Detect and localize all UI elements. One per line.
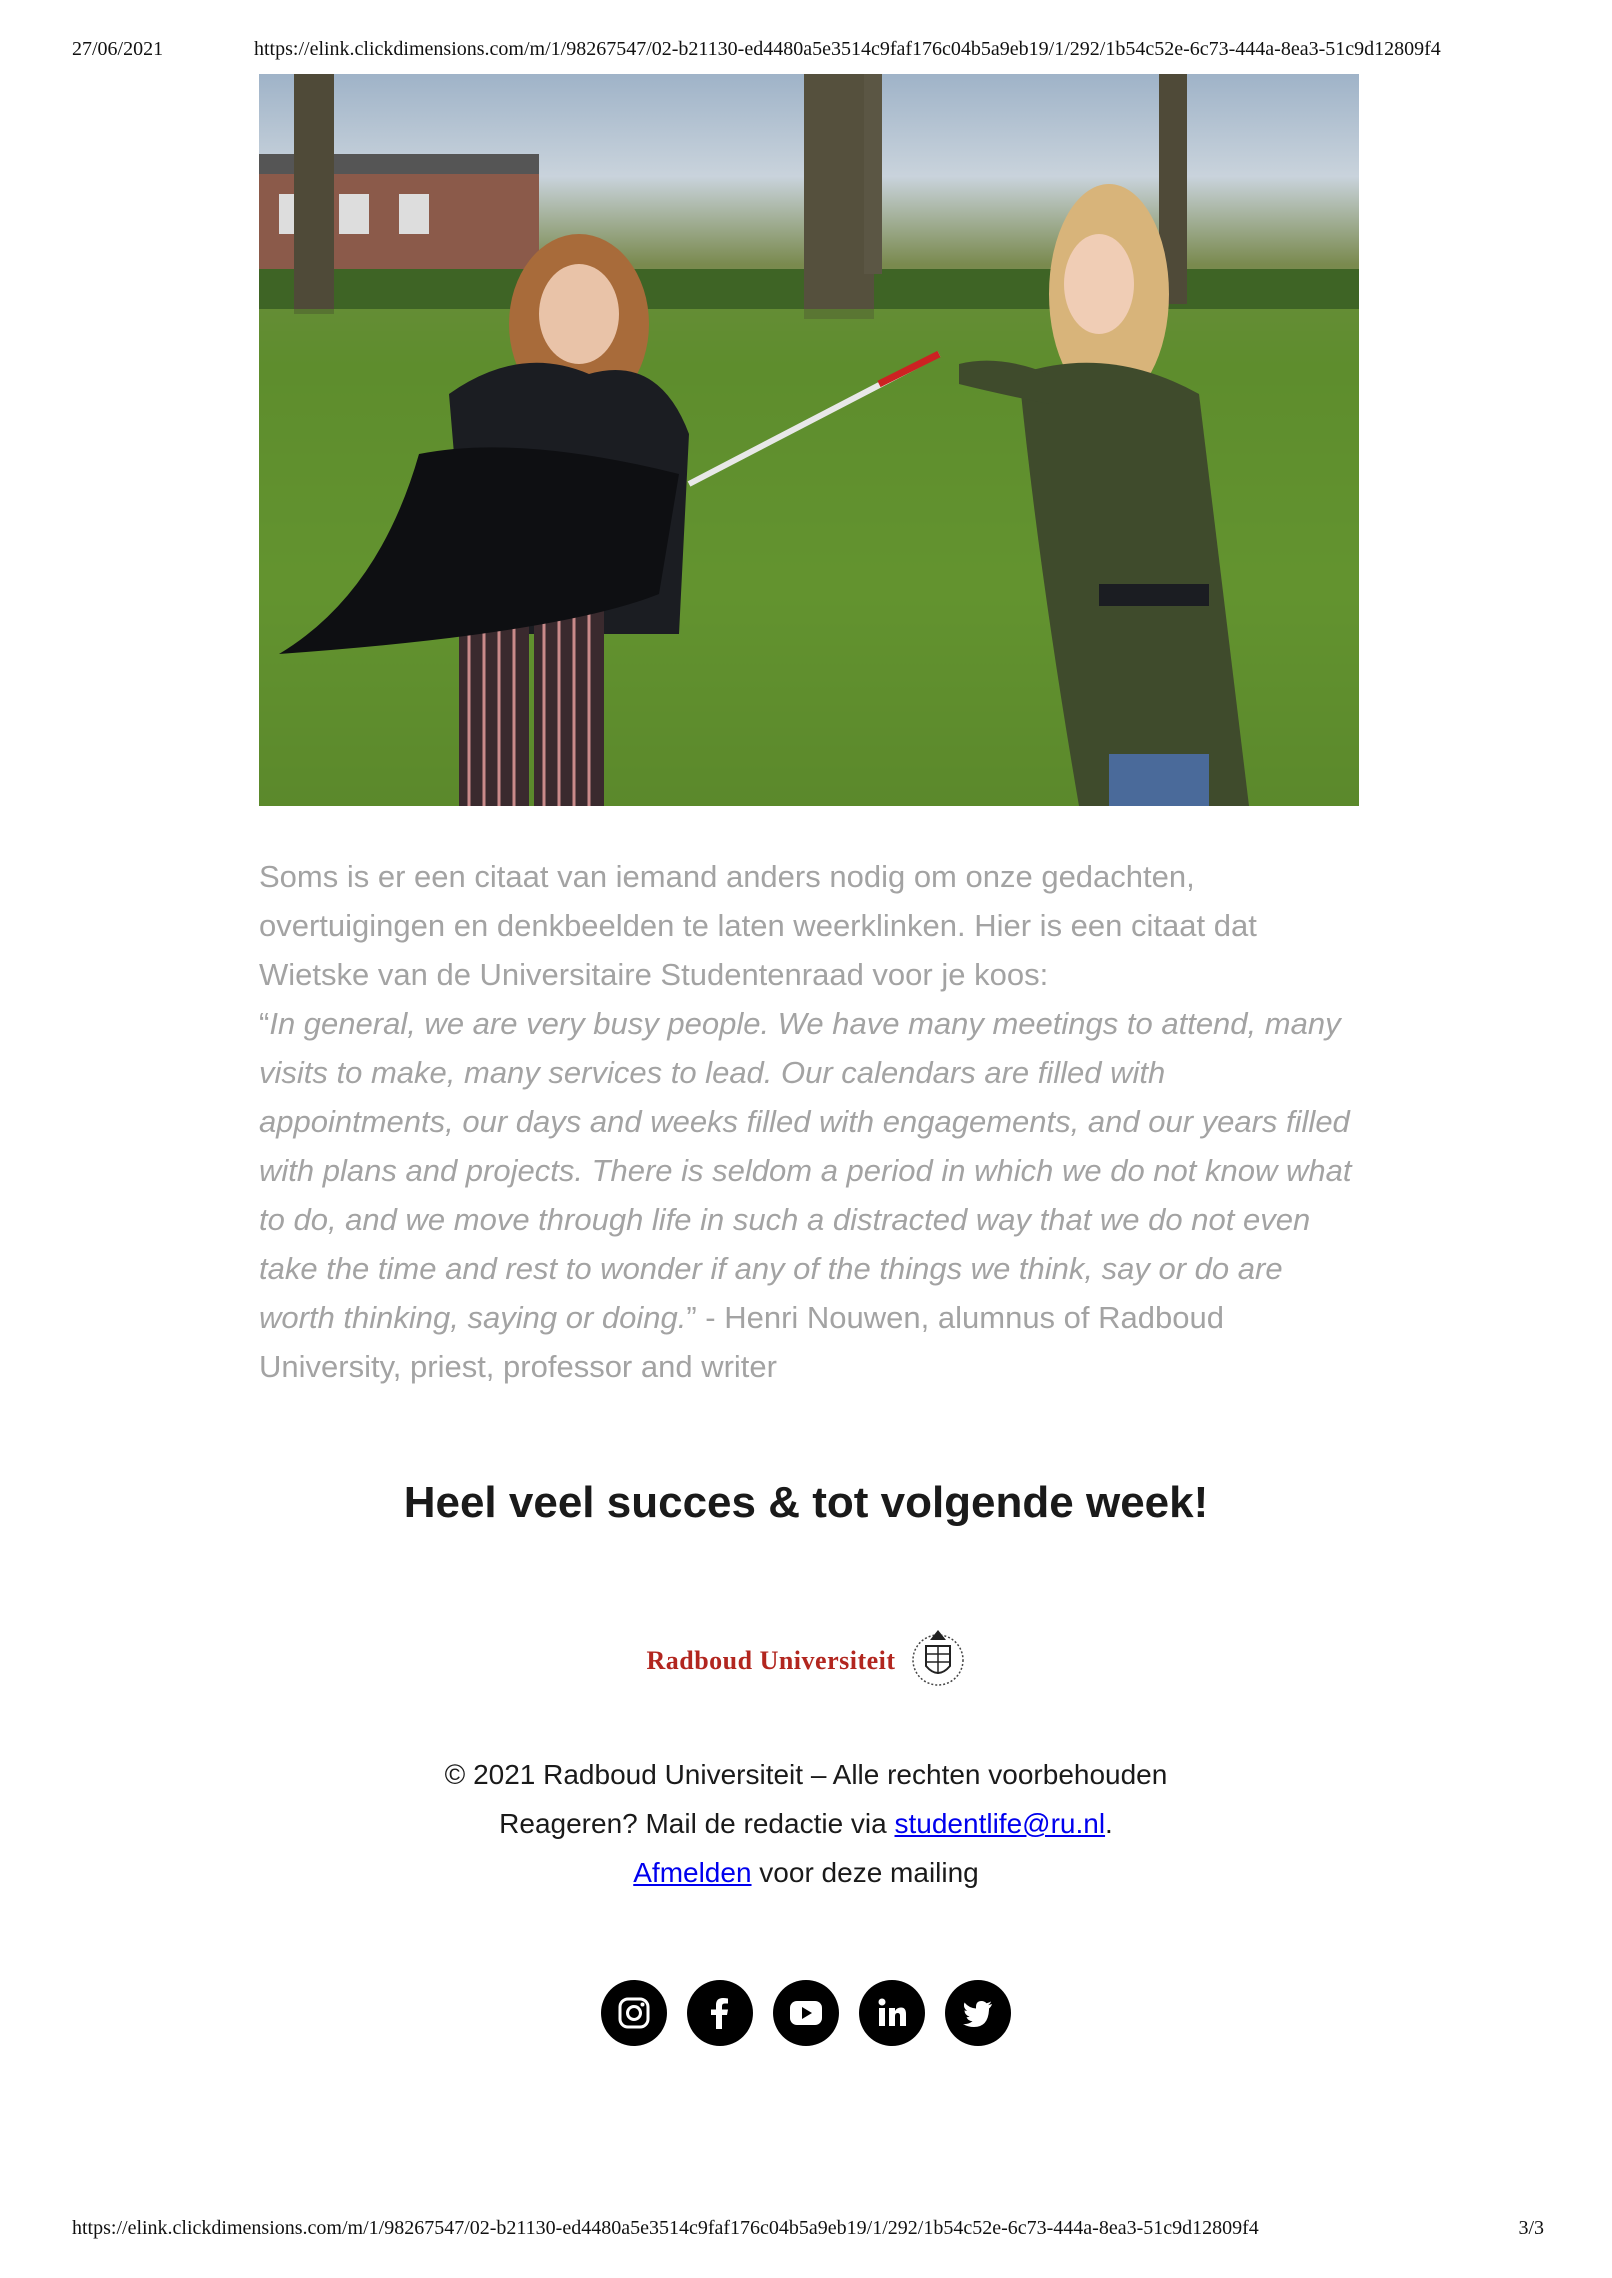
- reply-line: [0, 1799, 1612, 1848]
- radboud-logo: [0, 1624, 1612, 1697]
- copyright-line: © 2021 Radboud Universiteit – Alle rechten voorbehouden: [444, 1759, 1168, 1790]
- social-icons: [0, 1980, 1612, 2046]
- reply-suffix: .: [1105, 1808, 1113, 1839]
- university-seal-icon: [910, 1624, 966, 1697]
- quote-text: In general, we are very busy people. We have many meetings to attend, many visits to make, many services to lead. Our calendars are filled with appointments, our days and weeks filled with engagements, and our years filled with plans and projects. There is seldom a period in which we do not know what to do, and we move through life in such a distracted way that we do not even take the time and rest to wonder if any of the things we think, say or do are worth thinking, saying or doing.: [259, 1006, 1352, 1335]
- quote-attribution: ” - Henri Nouwen, alumnus of Radboud University, priest, professor and writer: [259, 1300, 1224, 1384]
- linkedin-icon[interactable]: [859, 1980, 925, 2046]
- instagram-icon[interactable]: [601, 1980, 667, 2046]
- print-url: https://elink.clickdimensions.com/m/1/98267547/02-b21130-ed4480a5e3514c9faf176c04b5a9eb19/1/292/1b54c52e-6c73-444a-8ea3-51c9d12809f4: [254, 38, 1441, 60]
- quote-open-mark: “: [259, 1006, 270, 1041]
- twitter-icon[interactable]: [945, 1980, 1011, 2046]
- unsubscribe-line: [0, 1848, 1612, 1897]
- print-date: 27/06/2021: [72, 38, 164, 60]
- page-number: 3/3: [1518, 2217, 1544, 2239]
- email-link[interactable]: studentlife@ru.nl: [894, 1808, 1106, 1839]
- unsubscribe-suffix: voor deze mailing: [751, 1857, 979, 1888]
- hero-photo: [259, 74, 1359, 806]
- print-footer-url: https://elink.clickdimensions.com/m/1/98267547/02-b21130-ed4480a5e3514c9faf176c04b5a9eb19/1/292/1b54c52e-6c73-444a-8ea3-51c9d12809f4: [72, 2217, 1259, 2239]
- logo-text: Radboud Universiteit: [646, 1645, 896, 1675]
- reply-prefix: Reageren? Mail de redactie via: [499, 1808, 895, 1839]
- youtube-icon[interactable]: [773, 1980, 839, 2046]
- quote-block: [259, 852, 1359, 1391]
- park-cleanup-illustration: [259, 74, 1359, 806]
- facebook-icon[interactable]: [687, 1980, 753, 2046]
- closing-heading: Heel veel succes & tot volgende week!: [403, 1478, 1209, 1527]
- quote-intro: Soms is er een citaat van iemand anders nodig om onze gedachten, overtuigingen en denkbeelden te laten weerklinken. Hier is een citaat dat Wietske van de Universitaire Studentenraad voor je koos:: [259, 859, 1257, 992]
- footer-text: [0, 1750, 1612, 1897]
- unsubscribe-link[interactable]: Afmelden: [633, 1857, 752, 1888]
